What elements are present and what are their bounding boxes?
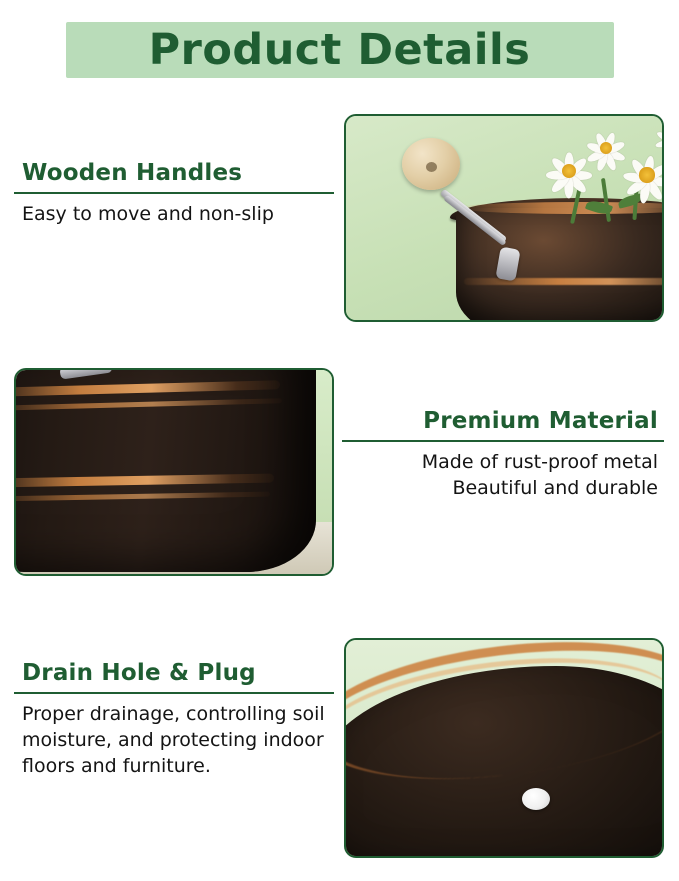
planter-bronze-rib	[14, 474, 274, 488]
feature-description-premium-material-line2: Beautiful and durable	[452, 477, 658, 500]
daisy-petals	[652, 118, 664, 158]
daisy-center	[639, 167, 654, 182]
feature-divider	[14, 192, 334, 194]
feature-divider	[14, 692, 334, 694]
page-title: Product Details	[148, 24, 531, 75]
feature-divider	[342, 440, 664, 442]
drain-plug	[522, 788, 550, 810]
feature-title-wooden-handles: Wooden Handles	[22, 160, 243, 186]
wooden-knob-hole	[426, 162, 437, 172]
feature-row-premium-material	[0, 360, 679, 630]
planter-bronze-rib	[14, 492, 270, 502]
planter-bronze-band	[464, 278, 664, 285]
feature-description-wooden-handles: Easy to move and non-slip	[22, 203, 274, 226]
feature-image-drain-hole-plug	[344, 638, 664, 858]
image-content	[346, 116, 662, 320]
feature-text-premium-material	[334, 368, 664, 630]
feature-image-wooden-handles	[344, 114, 664, 322]
daisy-flower	[652, 118, 664, 158]
feature-description-drain-hole-plug-line1: Proper drainage, controlling soil	[22, 703, 325, 726]
planter-body	[14, 368, 316, 572]
feature-row-wooden-handles	[0, 100, 679, 360]
image-content	[16, 370, 332, 574]
feature-title-premium-material: Premium Material	[423, 408, 658, 434]
planter-bronze-rib	[14, 398, 282, 411]
planter-bronze-rib	[14, 380, 280, 396]
feature-description-drain-hole-plug-line2: moisture, and protecting indoor	[22, 729, 324, 752]
daisy-center	[562, 164, 576, 178]
feature-description-premium-material-line1: Made of rust-proof metal	[421, 451, 658, 474]
feature-text-drain-hole-plug	[14, 638, 344, 880]
feature-row-drain-hole-plug	[0, 630, 679, 880]
image-content	[346, 640, 662, 856]
feature-image-premium-material	[14, 368, 334, 576]
feature-title-drain-hole-plug: Drain Hole & Plug	[22, 660, 256, 686]
page-title-band	[66, 22, 614, 78]
feature-description-drain-hole-plug-line3: floors and furniture.	[22, 754, 211, 777]
page-header	[0, 0, 679, 100]
feature-text-wooden-handles	[14, 114, 344, 360]
